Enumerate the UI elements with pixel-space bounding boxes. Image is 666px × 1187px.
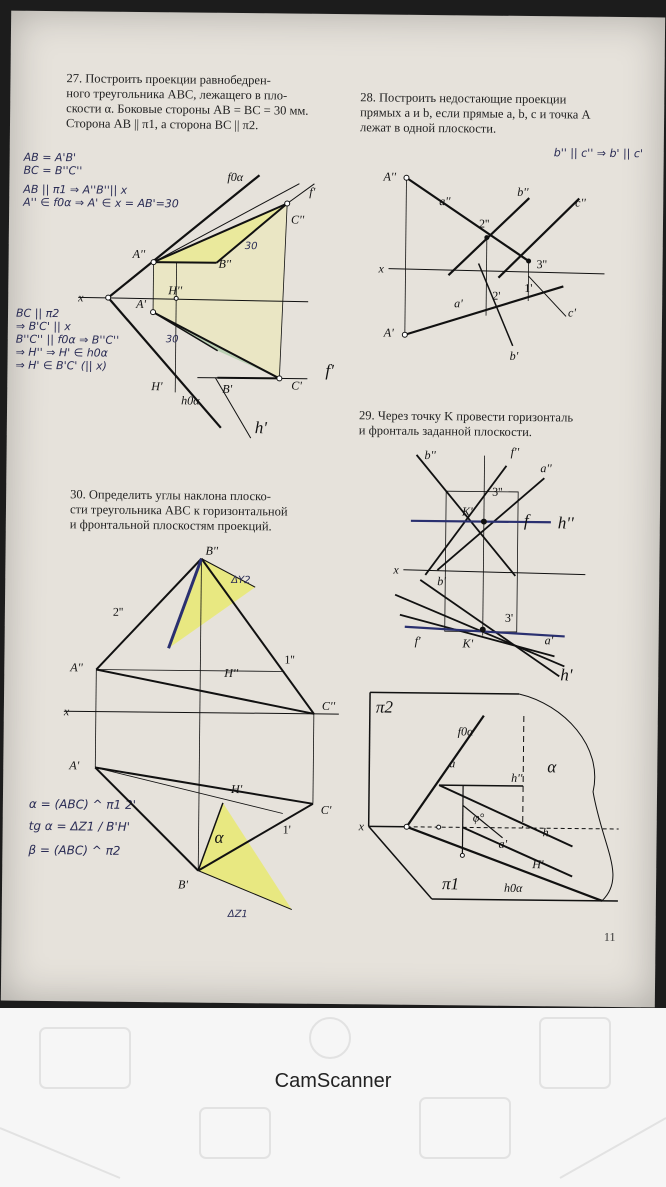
label-b2: b'' [517, 184, 529, 200]
brand-name: CamScanner [274, 1070, 392, 1092]
note-line: β = (ABC) ^ π2 [28, 842, 121, 858]
line-h1 [215, 378, 252, 438]
point-1 [437, 825, 441, 829]
x-axis [403, 570, 585, 575]
text-line: 28. Построить недостающие проекции [360, 90, 567, 107]
note-line: B''C'' || f0α ⇒ B''C'' [15, 332, 120, 347]
dashed-vertical [523, 716, 524, 828]
label-H1: H' [532, 857, 544, 872]
point-22 [485, 236, 489, 240]
label-B2: B'' [218, 256, 232, 271]
text-line: Сторона AB || π1, а сторона BC || π2. [65, 116, 259, 133]
note-line: ⇒ B'C' || x [15, 319, 71, 334]
edge-A2B2 [154, 262, 217, 263]
label-n11: 1' [524, 280, 533, 296]
label-dY2: ΔY2 [231, 574, 251, 587]
label-C2: C'' [290, 212, 305, 227]
note-line: tg α = ΔZ1 / B'H' [28, 818, 131, 834]
label-n11: 1' [282, 822, 291, 837]
label-a2: a'' [439, 194, 451, 209]
point-A2 [151, 260, 156, 265]
edge-A1C1 [95, 768, 313, 804]
label-a1: a' [544, 633, 554, 648]
label-H2: H'' [168, 283, 183, 298]
note-line: AB || π1 ⇒ A''B''|| x [23, 182, 128, 197]
line-a1 [405, 285, 564, 337]
label-n21: 2' [492, 288, 501, 303]
shaded-triangle-dZ1 [198, 803, 293, 910]
point-2 [460, 853, 464, 857]
note-line: A'' ∈ f0α ⇒ A' ∈ x = AB'=30 [23, 195, 179, 211]
label-x: x [78, 290, 84, 305]
label-h2: h'' [511, 770, 523, 785]
frame-pi1-bottom [432, 899, 618, 901]
link-2 [486, 236, 487, 316]
label-alpha: α [547, 757, 557, 777]
frame-pi2-top [370, 692, 519, 694]
x-axis [388, 269, 604, 274]
label-f1: f' [325, 360, 334, 381]
note-line: BC || π2 [15, 306, 60, 321]
label-x: x [63, 704, 70, 719]
label-A1: A' [383, 325, 394, 340]
text-line: скости α. Боковые стороны AB = BC = 30 мм. [66, 101, 309, 118]
point-K2 [481, 519, 486, 524]
frame-pi1-left [368, 826, 433, 899]
note-line: ⇒ H' ∈ B'C' (|| x) [15, 358, 107, 373]
label-f2: f'' [510, 444, 520, 459]
link-C [313, 714, 314, 804]
text-line: сти треугольника ABC к горизонтальной [69, 502, 288, 519]
label-A1: A' [136, 296, 147, 312]
figure-plane-labels [357, 697, 558, 895]
frame-pi2-left [369, 692, 370, 826]
label-f0a: f0α [457, 724, 474, 739]
label-dZ1: ΔZ1 [227, 908, 248, 921]
label-H1: H' [151, 379, 163, 394]
label-B1: B' [222, 381, 233, 396]
image-icon [200, 1108, 270, 1158]
point-32 [527, 259, 531, 263]
label-pi1: π1 [441, 874, 460, 894]
label-n31: 3' [504, 610, 514, 625]
x-axis [64, 711, 339, 714]
text-line: прямых a и b, если прямые a, b, c и точка A [360, 105, 591, 122]
vertical-a [462, 785, 463, 855]
page-number: 11 [603, 929, 616, 944]
document-icon [420, 1098, 510, 1158]
scanner-footer [0, 1008, 666, 1187]
note-line: AB = A'B' [23, 150, 77, 165]
label-dim30-top: 30 [165, 334, 179, 346]
label-h0a: h0α [503, 880, 523, 896]
line-a2 [406, 178, 530, 261]
label-H2: H'' [224, 665, 239, 681]
label-dim30-front: 30 [244, 241, 258, 253]
label-H1: H' [230, 781, 243, 797]
label-f: f [523, 511, 529, 531]
label-h1: h' [560, 665, 573, 685]
label-phi: φ° [472, 810, 485, 825]
point-A1 [151, 310, 156, 315]
pattern-line [0, 1128, 120, 1178]
figure-plane [368, 692, 620, 901]
label-f0a: f0α [227, 169, 244, 185]
text-line: ного треугольника ABC, лежащего в пло- [66, 86, 288, 103]
text-line: 30. Определить углы наклона плоско- [70, 487, 271, 504]
label-B2: B'' [205, 543, 219, 558]
label-b1: b' [509, 348, 519, 363]
text-line: и фронталь заданной плоскости. [358, 423, 533, 440]
figure-28 [388, 175, 606, 347]
horizontal-h2 [96, 670, 284, 672]
label-n32: 3'' [492, 484, 503, 499]
link-A [95, 670, 96, 768]
label-c1: c' [567, 305, 577, 320]
text-line: 27. Построить проекции равнобедрен- [66, 71, 271, 88]
label-f-upper: f' [309, 184, 316, 199]
note-line: b'' || c'' ⇒ b' || c' [553, 146, 644, 161]
note-line: ⇒ H'' ⇒ H' ∈ h0α [15, 345, 109, 360]
engineering-drawings [1, 11, 665, 1008]
label-n22: 2'' [478, 216, 490, 231]
label-C2: C'' [321, 698, 336, 714]
label-a1: a' [454, 296, 463, 311]
label-h2: h'' [557, 513, 574, 533]
label-f1: f' [414, 633, 421, 648]
horizontal-h1 [95, 768, 283, 814]
line-h2 [439, 785, 523, 786]
label-alpha: α [214, 827, 224, 847]
label-K1: K' [462, 636, 474, 651]
label-b2: b'' [424, 447, 436, 463]
text-line: и фронтальной плоскостям проекций. [69, 517, 272, 534]
label-x: x [378, 261, 384, 276]
label-A1: A' [69, 758, 80, 773]
label-C1: C' [291, 378, 302, 393]
label-c2: c'' [575, 195, 586, 210]
point-K1 [480, 627, 485, 632]
footer-watermark-pattern [0, 1008, 666, 1187]
link-A [153, 262, 154, 312]
label-A2: A'' [70, 660, 83, 675]
figure-30 [62, 557, 341, 910]
label-C1: C' [320, 802, 332, 817]
point-vanish [106, 295, 111, 300]
label-a: a [449, 756, 456, 771]
label-x: x [393, 562, 399, 577]
label-x: x [358, 819, 365, 834]
edge-B2C2 [200, 559, 316, 714]
note-line: BC = B''C'' [23, 163, 83, 178]
label-A2: A'' [383, 169, 397, 184]
label-a2: a'' [540, 461, 552, 476]
label-B1: B' [177, 877, 189, 892]
pattern-line [560, 1118, 666, 1178]
text-line: лежат в одной плоскости. [359, 120, 497, 136]
label-b1: b' [437, 574, 446, 589]
label-h1: h' [254, 418, 268, 438]
point-A2 [404, 175, 409, 180]
camera-icon [310, 1018, 350, 1058]
line-b1 [478, 264, 514, 346]
point-vanish [404, 824, 409, 829]
label-h0a: h0α [181, 393, 200, 408]
label-n12: 1'' [284, 652, 295, 667]
label-K2: K'' [461, 504, 476, 519]
link-K [483, 456, 485, 636]
label-A2: A'' [132, 246, 146, 262]
note-line: α = (ABC) ^ π1 2' [28, 796, 137, 812]
point-C1 [277, 376, 282, 381]
figure-29 [394, 455, 586, 677]
label-n22: 2'' [112, 604, 124, 619]
link-A [405, 178, 407, 335]
text-line: 29. Через точку K провести горизонталь [358, 408, 574, 425]
point-C2 [285, 201, 290, 206]
label-pi2: π2 [375, 697, 394, 717]
edge-A2C2 [96, 670, 314, 714]
label-n32: 3'' [536, 257, 547, 272]
point-A1 [402, 332, 407, 337]
label-h: h [542, 825, 549, 840]
textbook-page [1, 11, 665, 1008]
label-a1: a' [498, 836, 508, 851]
